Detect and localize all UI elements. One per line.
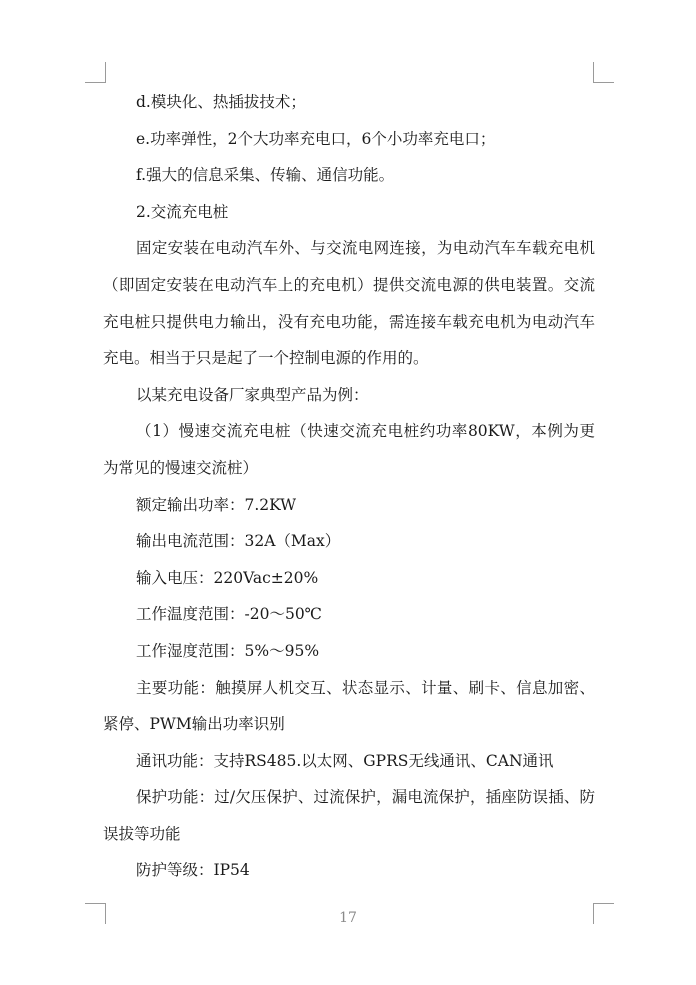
spec-main-functions: 主要功能：触摸屏人机交互、状态显示、计量、刷卡、信息加密、紧停、PWM输出功率识别 (103, 678, 595, 734)
crop-mark-top-left (85, 62, 106, 83)
crop-mark-top-right (593, 62, 614, 83)
paragraph-example-intro: 以某充电设备厂家典型产品为例： (136, 385, 369, 404)
section-heading-ac-charging-pile: 2.交流充电桩 (136, 202, 229, 221)
paragraph-ac-pile-description: 固定安装在电动汽车外、与交流电网连接，为电动汽车车载充电机（即固定安装在电动汽车上的充电机）提供交流电源的供电装置。交流充电桩只提供电力输出，没有充电功能，需连接车载充电机为电动汽车充电。相当于只是起了一个控制电源的作用的。 (103, 239, 595, 368)
list-item-power-elasticity: e.功率弹性，2个大功率充电口，6个小功率充电口； (136, 129, 496, 148)
spec-output-current-range: 输出电流范围：32A（Max） (136, 532, 341, 551)
spec-protection-functions: 保护功能：过/欠压保护、过流保护，漏电流保护，插座防误插、防误拔等功能 (103, 788, 595, 843)
list-item-info-collection: f.强大的信息采集、传输、通信功能。 (136, 166, 395, 185)
spec-rated-output-power: 额定输出功率：7.2KW (136, 495, 297, 514)
spec-operating-humidity: 工作湿度范围：5%～95% (136, 641, 320, 660)
list-item-modular: d.模块化、热插拔技术； (136, 93, 306, 111)
document-body (103, 84, 595, 889)
spec-communication-functions: 通讯功能：支持RS485.以太网、GPRS无线通讯、CAN通讯 (136, 751, 554, 770)
page-number: 17 (339, 910, 357, 926)
spec-operating-temperature: 工作温度范围：-20～50℃ (136, 605, 323, 624)
spec-protection-rating: 防护等级：IP54 (136, 861, 250, 880)
spec-input-voltage: 输入电压：220Vac±20% (136, 568, 319, 587)
paragraph-slow-ac-pile: （1）慢速交流充电桩（快速交流充电桩约功率80KW，本例为更为常见的慢速交流桩） (103, 422, 595, 477)
